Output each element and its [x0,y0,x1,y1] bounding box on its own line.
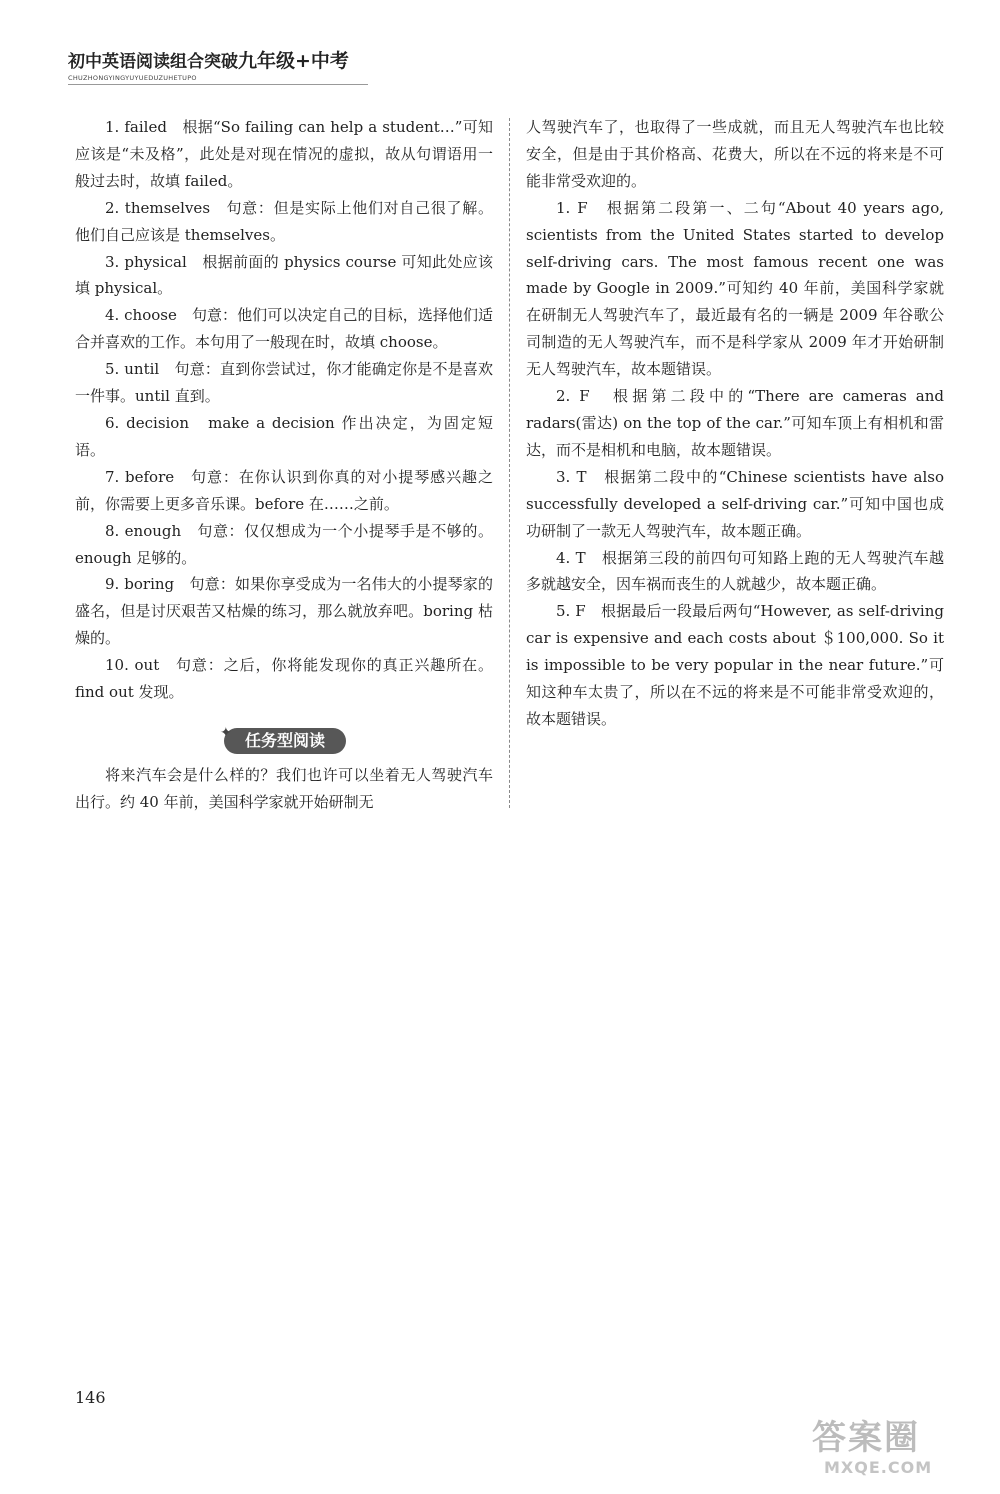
answer-item: 2. themselves 句意：但是实际上他们对自己很了解。他们自己应该是 themselves。 [75,198,493,244]
section-badge [220,724,346,754]
answer-item: 6. decision make a decision 作出决定，为固定短语。 [75,413,493,459]
answer-item: 10. out 句意：之后，你将能发现你的真正兴趣所在。find out 发现。 [75,656,493,702]
book-title-pinyin: CHUZHONGYINGYUYUEDUZUHETUPO [68,74,197,82]
answer-item: 1. F 根据第二段第一、二句“About 40 years ago, scientists from the United States started to develop self-driving cars. The most famous recent one was made by Google in 2009.”可知约 40 年前，美国科学家就在研制无人驾驶汽车了，最近最有名的一辆是 2009 年谷歌公司制造的无人驾驶汽车，而不是科学家从 2009 年才开始研制无人驾驶汽车，故本题错误。 [526,198,944,379]
answer-item: 3. physical 根据前面的 physics course 可知此处应该填 physical。 [75,252,493,298]
watermark-url: MXQE.COM [824,1458,933,1477]
answer-item: 8. enough 句意：仅仅想成为一个小提琴手是不够的。enough 足够的。 [75,521,493,567]
left-column [75,114,493,816]
answer-item: 1. failed 根据“So failing can help a student…”可知应该是“未及格”，此处是对现在情况的虚拟，故从句谓语用一般过去时，故填 failed。 [75,118,493,190]
right-column [526,114,944,733]
column-divider [509,118,510,808]
answer-item: 4. T 根据第三段的前四句可知路上跑的无人驾驶汽车越多就越安全，因车祸而丧生的人就越少，故本题正确。 [526,548,944,594]
passage-summary-start: 将来汽车会是什么样的？我们也许可以坐着无人驾驶汽车出行。约 40 年前，美国科学家就开始研制无 [75,765,493,811]
watermark-logo [812,1410,988,1486]
answer-item: 7. before 句意：在你认识到你真的对小提琴感兴趣之前，你需要上更多音乐课。before 在……之前。 [75,467,493,513]
book-grade: 九年级+中考 [238,50,349,72]
section-title: 任务型阅读 [244,730,325,750]
answer-item: 9. boring 句意：如果你享受成为一名伟大的小提琴家的盛名，但是讨厌艰苦又枯燥的练习，那么就放弃吧。boring 枯燥的。 [75,575,493,648]
answer-item: 2. F 根据第二段中的“There are cameras and radars(雷达) on the top of the car.”可知车顶上有相机和雷达，而不是相机和电脑，故本题错误。 [526,387,944,459]
passage-summary-continued: 人驾驶汽车了，也取得了一些成就，而且无人驾驶汽车也比较安全，但是由于其价格高、花费大，所以在不远的将来是不可能非常受欢迎的。 [526,118,944,190]
book-title-text: 初中英语阅读组合突破 [68,52,238,72]
answer-item: 4. choose 句意：他们可以决定自己的目标，选择他们适合并喜欢的工作。本句用了一般现在时，故填 choose。 [75,306,493,352]
sparkle-icon: ✦ [220,724,232,741]
answer-item: 5. F 根据最后一段最后两句“However, as self-driving car is expensive and each costs about ＄100,000. So it is impossible to be very popular in the near future.”可知这种车太贵了，所以在不远的将来是不可能非常受欢迎的，故本题错误。 [526,602,944,728]
header-rule [68,84,368,85]
page-number: 146 [75,1388,106,1407]
book-header [68,46,349,82]
book-title [68,46,349,73]
watermark-text: 答案圈 [812,1418,920,1458]
answer-item: 3. T 根据第二段中的“Chinese scientists have also successfully developed a self-driving car.”可知中国也成功研制了一款无人驾驶汽车，故本题正确。 [526,467,944,540]
answer-item: 5. until 句意：直到你尝试过，你才能确定你是不是喜欢一件事。until 直到。 [75,360,493,406]
